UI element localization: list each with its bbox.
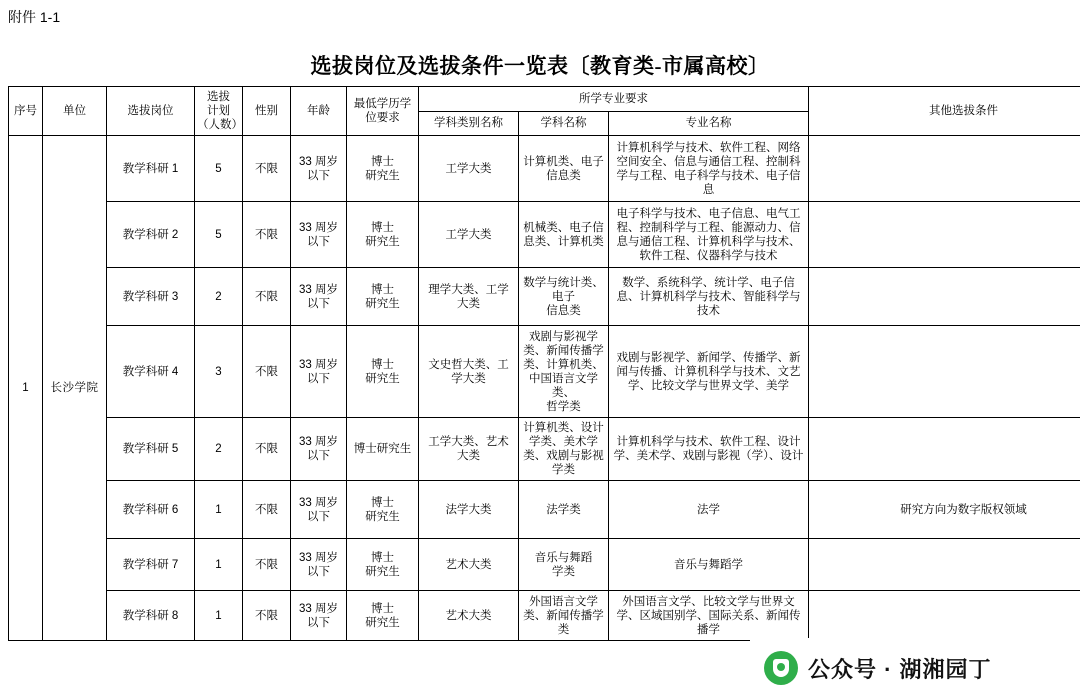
cell-age-line2: 以下 bbox=[307, 450, 330, 462]
cell-subject-line3: 类、戏剧与影视 bbox=[523, 450, 604, 462]
cell-subject-line1: 音乐与舞蹈 bbox=[534, 551, 593, 564]
cell-discipline: 工学大类 bbox=[419, 136, 519, 202]
cell-major: 外国语言文学、比较文学与世界文学、区域国别学、国际关系、新闻传播学 bbox=[609, 591, 809, 641]
cell-age-line2: 以下 bbox=[307, 169, 330, 182]
cell-discipline bbox=[419, 326, 519, 418]
cell-subject-line1: 计算机类、设计 bbox=[523, 422, 604, 434]
cell-discipline: 法学大类 bbox=[419, 481, 519, 539]
cell-age bbox=[291, 418, 347, 481]
cell-subject-line1: 戏剧与影视学 bbox=[529, 330, 598, 343]
cell-education bbox=[347, 418, 419, 481]
cell-subject-line4: 中国语言文学 bbox=[529, 372, 598, 385]
cell-education bbox=[347, 539, 419, 591]
cell-age-line1: 33 周岁 bbox=[299, 602, 338, 615]
table-container bbox=[8, 86, 1072, 641]
cell-age bbox=[291, 539, 347, 591]
cell-sex: 不限 bbox=[243, 418, 291, 481]
watermark-text: 公众号 · 湖湘园丁 bbox=[808, 656, 992, 682]
table-row bbox=[9, 136, 1080, 202]
cell-age-line2: 以下 bbox=[307, 235, 330, 248]
table-row bbox=[9, 418, 1080, 481]
header-plan-line3: （人数） bbox=[197, 119, 243, 131]
cell-education-line1: 博士 bbox=[371, 358, 394, 371]
cell-education-line1: 博士研究生 bbox=[353, 443, 412, 455]
table-row bbox=[9, 268, 1080, 326]
header-major-group: 所学专业要求 bbox=[419, 87, 809, 112]
cell-age-line2: 以下 bbox=[307, 372, 330, 385]
header-unit: 单位 bbox=[43, 87, 107, 136]
cell-major: 数学、系统科学、统计学、电子信息、计算机科学与技术、智能科学与技术 bbox=[609, 268, 809, 326]
cell-subject-line1: 外国语言文学 bbox=[529, 595, 598, 608]
cell-seq-no: 1 bbox=[9, 136, 43, 641]
cell-age-line1: 33 周岁 bbox=[299, 436, 338, 448]
cell-other bbox=[809, 591, 1080, 641]
cell-post: 教学科研 1 bbox=[107, 136, 195, 202]
cell-subject bbox=[519, 268, 609, 326]
cell-major: 戏剧与影视学、新闻学、传播学、新闻与传播、计算机科学与技术、文艺学、比较文学与世界文学、美学 bbox=[609, 326, 809, 418]
cell-other bbox=[809, 268, 1080, 326]
cell-age-line1: 33 周岁 bbox=[299, 283, 338, 296]
cell-discipline: 艺术大类 bbox=[419, 539, 519, 591]
cell-sex: 不限 bbox=[243, 202, 291, 268]
cell-discipline bbox=[419, 268, 519, 326]
cell-sex: 不限 bbox=[243, 326, 291, 418]
cell-education-line1: 博士 bbox=[371, 496, 394, 509]
cell-plan: 5 bbox=[195, 136, 243, 202]
cell-discipline-line2: 大类 bbox=[457, 450, 480, 462]
cell-education-line2: 研究生 bbox=[365, 169, 400, 182]
cell-post: 教学科研 7 bbox=[107, 539, 195, 591]
cell-subject-line2: 学类 bbox=[552, 565, 575, 578]
cell-sex: 不限 bbox=[243, 268, 291, 326]
table-row bbox=[9, 202, 1080, 268]
cell-plan: 5 bbox=[195, 202, 243, 268]
cell-sex: 不限 bbox=[243, 539, 291, 591]
cell-education bbox=[347, 591, 419, 641]
cell-age-line1: 33 周岁 bbox=[299, 551, 338, 564]
cell-subject: 法学类 bbox=[519, 481, 609, 539]
cell-education bbox=[347, 202, 419, 268]
cell-subject bbox=[519, 326, 609, 418]
cell-plan: 2 bbox=[195, 268, 243, 326]
cell-subject-line2: 学类、美术学 bbox=[529, 436, 598, 448]
cell-subject bbox=[519, 418, 609, 481]
cell-subject-line2: 信息类 bbox=[546, 169, 581, 182]
cell-other bbox=[809, 202, 1080, 268]
cell-subject-line3: 类、计算机类、 bbox=[523, 358, 604, 371]
cell-age bbox=[291, 136, 347, 202]
cell-age-line2: 以下 bbox=[307, 565, 330, 578]
cell-major: 电子科学与技术、电子信息、电气工程、控制科学与工程、能源动力、信息与通信工程、计算机科学与技术、软件工程、仪器科学与技术 bbox=[609, 202, 809, 268]
header-major: 专业名称 bbox=[609, 111, 809, 136]
cell-sex: 不限 bbox=[243, 591, 291, 641]
header-sex: 性别 bbox=[243, 87, 291, 136]
cell-subject bbox=[519, 539, 609, 591]
header-plan-line1: 选拔 bbox=[207, 91, 230, 103]
header-seq: 序号 bbox=[9, 87, 43, 136]
cell-plan: 2 bbox=[195, 418, 243, 481]
cell-subject-line2: 息类、计算机类 bbox=[523, 235, 604, 248]
cell-other bbox=[809, 539, 1080, 591]
cell-subject bbox=[519, 591, 609, 641]
cell-subject-line1: 机械类、电子信 bbox=[523, 221, 604, 234]
cell-education-line1: 博士 bbox=[371, 551, 394, 564]
cell-plan: 3 bbox=[195, 326, 243, 418]
cell-subject-line2: 类、新闻传播学 bbox=[523, 609, 604, 622]
page-title: 选拔岗位及选拔条件一览表〔教育类-市属高校〕 bbox=[310, 54, 770, 78]
cell-sex: 不限 bbox=[243, 136, 291, 202]
header-plan bbox=[195, 87, 243, 136]
cell-education-line2: 研究生 bbox=[365, 297, 400, 310]
cell-subject-line1: 计算机类、电子 bbox=[523, 155, 604, 168]
cell-discipline: 艺术大类 bbox=[419, 591, 519, 641]
cell-age-line2: 以下 bbox=[307, 510, 330, 523]
cell-sex: 不限 bbox=[243, 481, 291, 539]
cell-education-line2: 研究生 bbox=[365, 565, 400, 578]
header-education bbox=[347, 87, 419, 136]
table-header-row-1 bbox=[9, 87, 1080, 112]
cell-subject-line2: 电子 bbox=[552, 290, 575, 303]
cell-age bbox=[291, 481, 347, 539]
cell-plan: 1 bbox=[195, 591, 243, 641]
header-education-line2: 位要求 bbox=[365, 112, 400, 124]
cell-post: 教学科研 6 bbox=[107, 481, 195, 539]
cell-discipline bbox=[419, 418, 519, 481]
cell-age bbox=[291, 202, 347, 268]
cell-discipline-line2: 学大类 bbox=[451, 372, 486, 385]
cell-plan: 1 bbox=[195, 539, 243, 591]
cell-major: 音乐与舞蹈学 bbox=[609, 539, 809, 591]
table-row bbox=[9, 326, 1080, 418]
table-row bbox=[9, 539, 1080, 591]
header-subject: 学科名称 bbox=[519, 111, 609, 136]
cell-age-line1: 33 周岁 bbox=[299, 221, 338, 234]
cell-discipline-line1: 理学大类、工学 bbox=[428, 283, 509, 296]
cell-subject-line2: 类、新闻传播学 bbox=[523, 344, 604, 357]
table-row bbox=[9, 591, 1080, 641]
cell-age-line1: 33 周岁 bbox=[299, 155, 338, 168]
cell-subject-line5: 类、 bbox=[552, 386, 575, 399]
watermark-badge bbox=[750, 638, 1080, 698]
cell-subject-line3: 信息类 bbox=[546, 304, 581, 317]
cell-other bbox=[809, 418, 1080, 481]
header-plan-line2: 计划 bbox=[207, 105, 230, 117]
cell-post: 教学科研 4 bbox=[107, 326, 195, 418]
cell-subject-line6: 哲学类 bbox=[546, 400, 581, 413]
attachment-label: 附件 1-1 bbox=[8, 9, 61, 25]
cell-discipline: 工学大类 bbox=[419, 202, 519, 268]
cell-subject bbox=[519, 136, 609, 202]
cell-education-line1: 博士 bbox=[371, 155, 394, 168]
cell-education-line1: 博士 bbox=[371, 283, 394, 296]
cell-education bbox=[347, 268, 419, 326]
cell-age bbox=[291, 326, 347, 418]
positions-table bbox=[8, 86, 1080, 641]
cell-education-line1: 博士 bbox=[371, 602, 394, 615]
header-education-line1: 最低学历学 bbox=[353, 98, 412, 110]
cell-age-line1: 33 周岁 bbox=[299, 496, 338, 509]
header-discipline-category: 学科类别名称 bbox=[419, 111, 519, 136]
cell-major: 法学 bbox=[609, 481, 809, 539]
table-row bbox=[9, 481, 1080, 539]
cell-age bbox=[291, 591, 347, 641]
cell-major: 计算机科学与技术、软件工程、设计学、美术学、戏剧与影视（学）、设计 bbox=[609, 418, 809, 481]
cell-education bbox=[347, 326, 419, 418]
cell-discipline-line1: 工学大类、艺术 bbox=[428, 436, 509, 448]
cell-post: 教学科研 3 bbox=[107, 268, 195, 326]
header-age: 年龄 bbox=[291, 87, 347, 136]
cell-education-line2: 研究生 bbox=[365, 616, 400, 629]
cell-education bbox=[347, 136, 419, 202]
cell-discipline-line2: 大类 bbox=[457, 297, 480, 310]
cell-major: 计算机科学与技术、软件工程、网络空间安全、信息与通信工程、控制科学与工程、电子科学与技术、电子信息 bbox=[609, 136, 809, 202]
cell-post: 教学科研 5 bbox=[107, 418, 195, 481]
cell-education-line2: 研究生 bbox=[365, 510, 400, 523]
cell-post: 教学科研 8 bbox=[107, 591, 195, 641]
cell-subject bbox=[519, 202, 609, 268]
cell-education-line2: 研究生 bbox=[365, 235, 400, 248]
cell-education-line1: 博士 bbox=[371, 221, 394, 234]
cell-other bbox=[809, 326, 1080, 418]
cell-age bbox=[291, 268, 347, 326]
cell-subject-line4: 学类 bbox=[552, 464, 575, 476]
cell-discipline-line1: 文史哲大类、工 bbox=[428, 358, 509, 371]
cell-age-line2: 以下 bbox=[307, 616, 330, 629]
cell-education-line2: 研究生 bbox=[365, 372, 400, 385]
cell-age-line1: 33 周岁 bbox=[299, 358, 338, 371]
cell-other: 研究方向为数字版权领域 bbox=[809, 481, 1080, 539]
cell-age-line2: 以下 bbox=[307, 297, 330, 310]
cell-unit-name: 长沙学院 bbox=[43, 136, 107, 641]
cell-post: 教学科研 2 bbox=[107, 202, 195, 268]
header-other-conditions: 其他选拔条件 bbox=[809, 87, 1080, 136]
cell-subject-line3: 类 bbox=[557, 623, 570, 636]
header-post: 选拔岗位 bbox=[107, 87, 195, 136]
cell-subject-line1: 数学与统计类、 bbox=[523, 276, 604, 289]
wechat-account-icon bbox=[764, 651, 798, 685]
cell-other bbox=[809, 136, 1080, 202]
cell-education bbox=[347, 481, 419, 539]
cell-plan: 1 bbox=[195, 481, 243, 539]
